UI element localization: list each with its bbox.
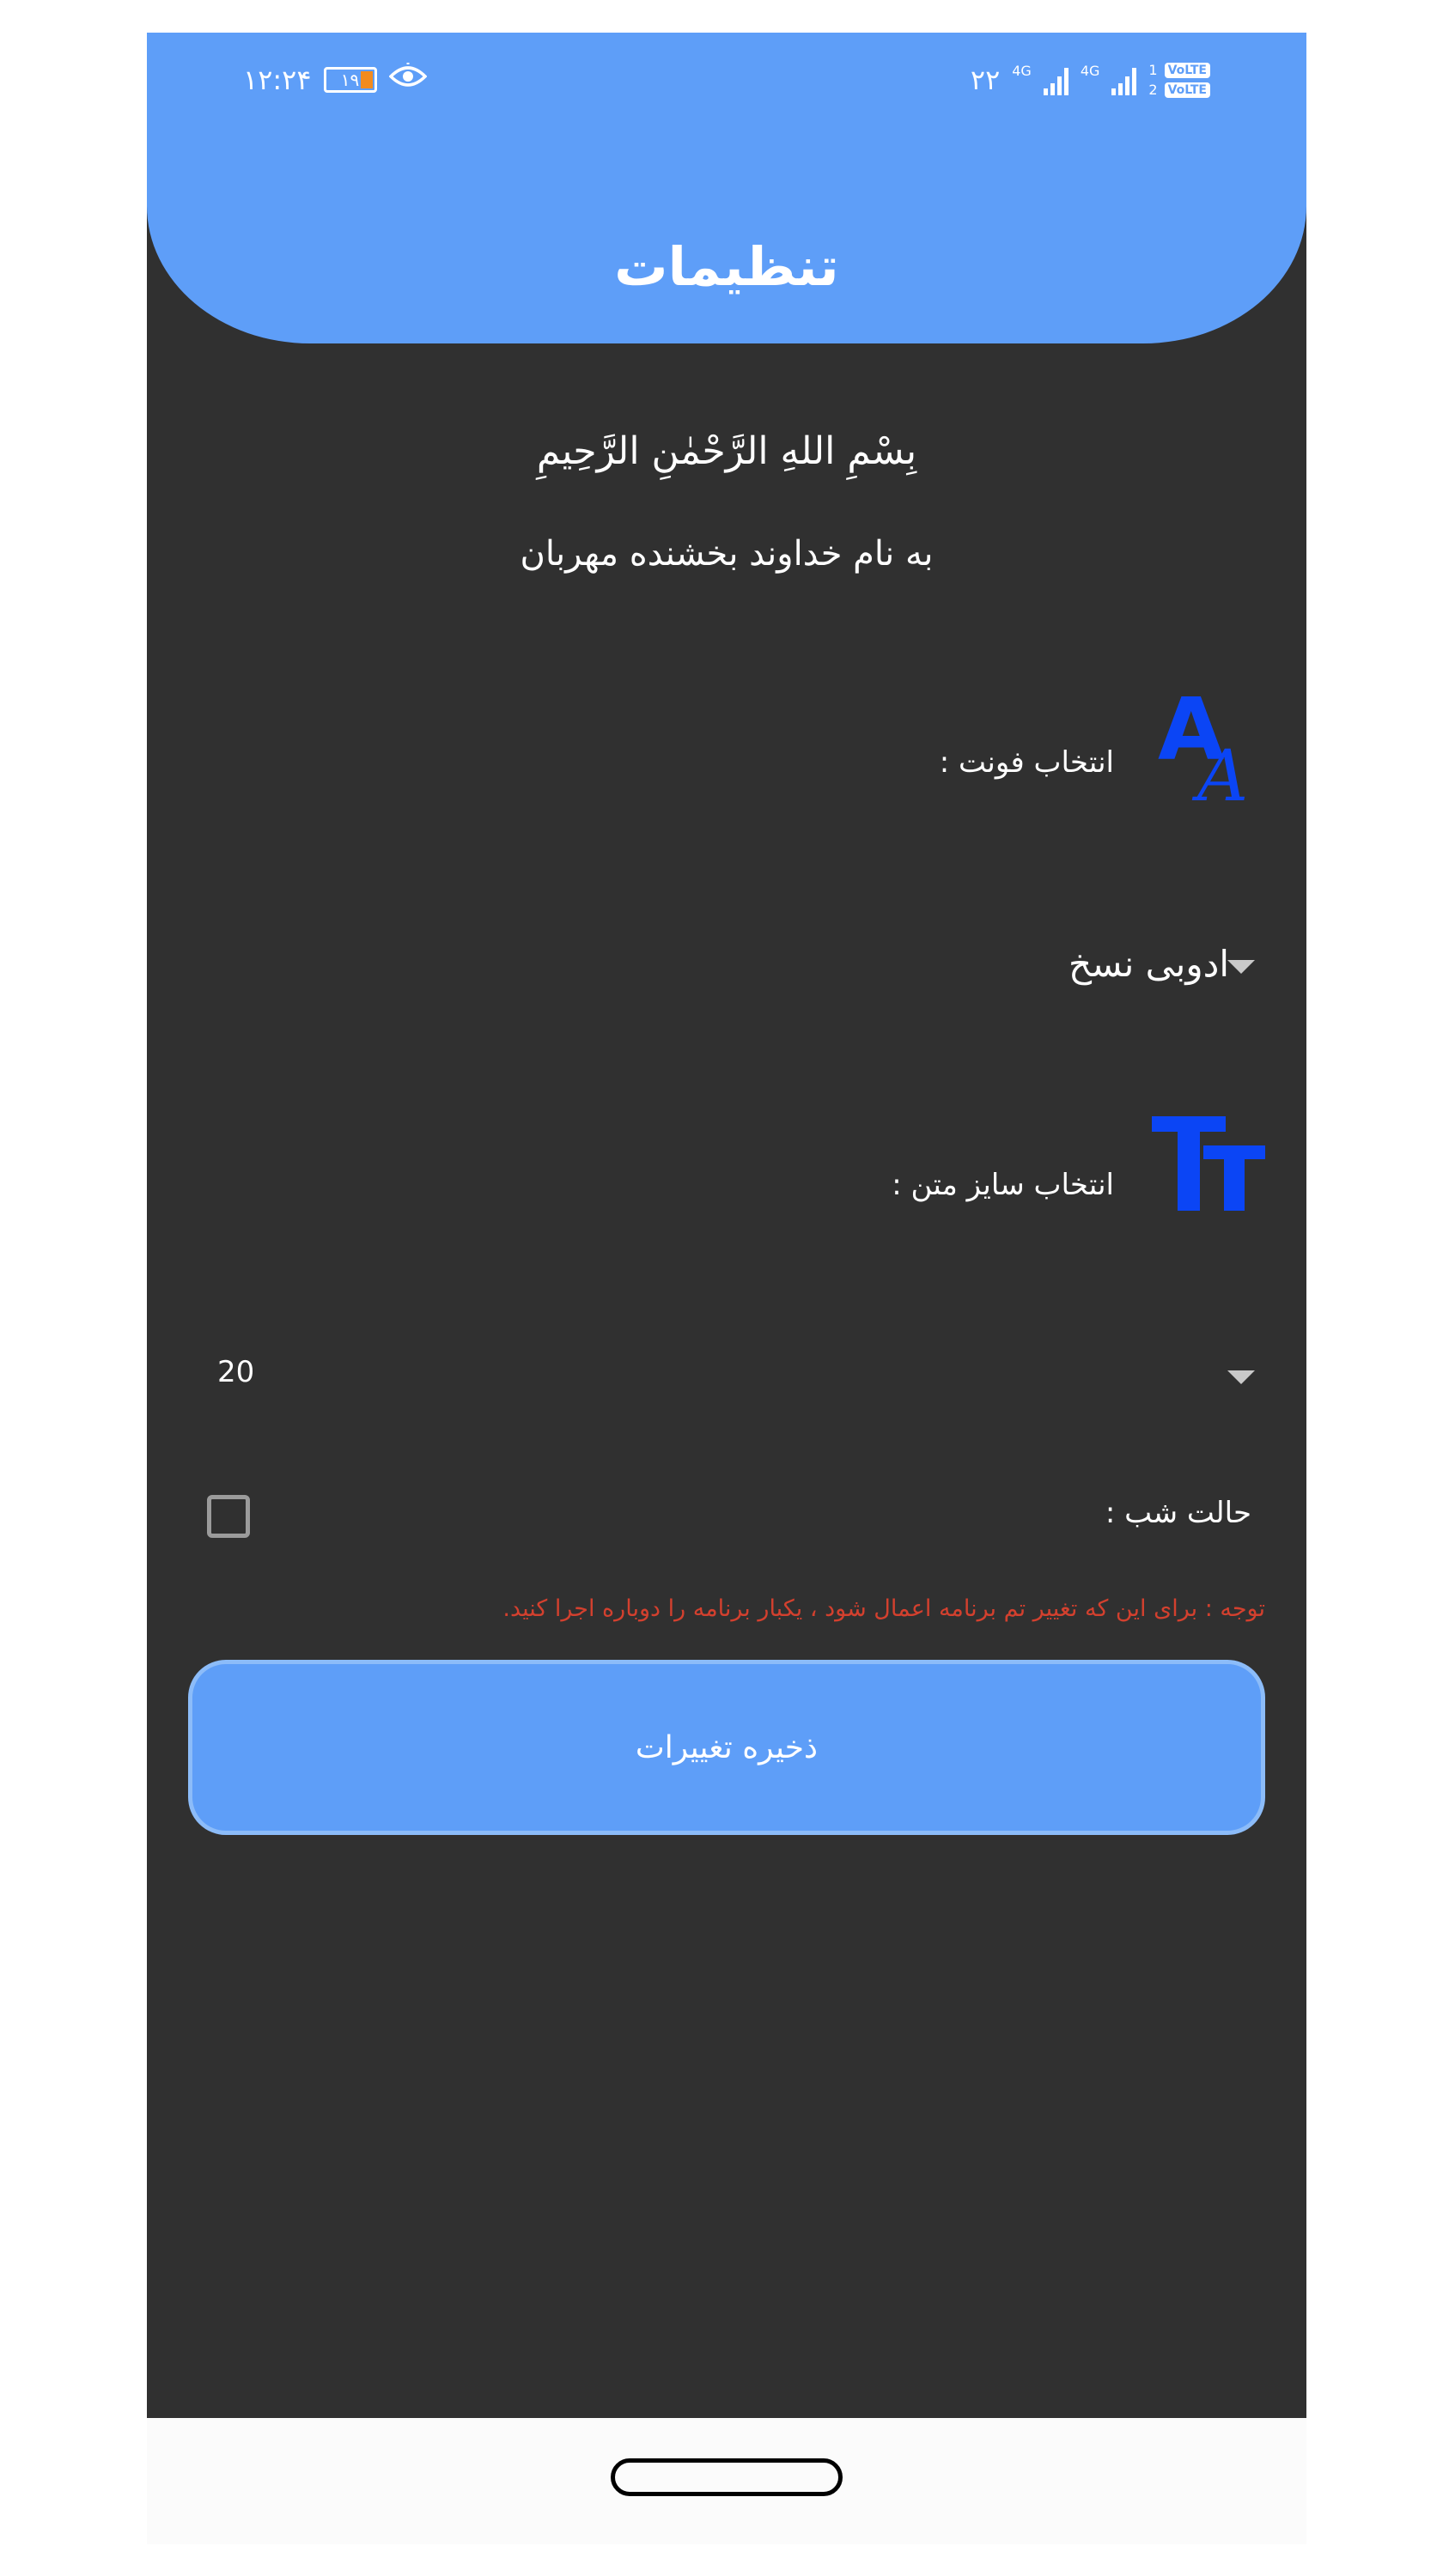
volte-indicators <box>1148 62 1210 98</box>
night-mode-checkbox[interactable] <box>207 1495 250 1538</box>
network-text: ۲۲ <box>970 64 1001 96</box>
status-bar-right <box>971 53 1210 106</box>
font-aa-icon <box>1158 692 1264 807</box>
save-changes-button[interactable] <box>188 1660 1265 1835</box>
font-dropdown[interactable] <box>654 943 1255 1003</box>
text-size-tt-icon <box>1152 1116 1265 1214</box>
status-bar-left <box>243 53 427 106</box>
signal-4g-label-1: 4G <box>1012 62 1032 79</box>
navigation-bar <box>147 2418 1306 2544</box>
battery-level: ۱۹ <box>340 70 360 90</box>
basmala-arabic: بِسْمِ اللهِ الرَّحْمٰنِ الرَّحِيمِ <box>536 429 917 473</box>
volte-badge-1: VoLTE <box>1165 63 1210 78</box>
volte-badge-2: VoLTE <box>1165 82 1210 98</box>
basmala-persian: به نام خداوند بخشنده مهربان <box>520 534 934 574</box>
status-time: ۱۲:۲۴ <box>243 64 312 96</box>
app-bar <box>147 33 1306 343</box>
save-button-label: ذخیره تغییرات <box>635 1729 819 1765</box>
svg-text:A: A <box>1158 692 1225 780</box>
font-dropdown-value: ادوبی نسخ <box>1068 943 1229 985</box>
home-gesture-handle[interactable] <box>611 2458 843 2496</box>
size-dropdown-value: 20 <box>217 1355 255 1389</box>
font-select-label: انتخاب فونت : <box>939 745 1114 780</box>
sim-1-label: 1 <box>1148 62 1158 78</box>
eye-icon <box>389 63 427 97</box>
battery-icon <box>324 67 377 93</box>
size-select-label: انتخاب سایز متن : <box>892 1168 1114 1202</box>
signal-bars-icon-2 <box>1111 64 1136 95</box>
chevron-down-icon <box>1227 1370 1255 1384</box>
svg-text:A: A <box>1197 736 1249 804</box>
size-dropdown[interactable] <box>198 1338 1255 1415</box>
signal-bars-icon <box>1044 64 1068 95</box>
signal-4g-label-2: 4G <box>1080 62 1100 79</box>
app-screen <box>147 33 1306 2544</box>
page-title: تنظیمات <box>614 235 839 298</box>
chevron-down-icon <box>1227 960 1255 974</box>
restart-notice: توجه : برای این که تغییر تم برنامه اعمال شود ، یکبار برنامه را دوباره اجرا کنید. <box>502 1595 1265 1622</box>
night-mode-label: حالت شب : <box>1105 1496 1251 1530</box>
sim-2-label: 2 <box>1148 82 1158 98</box>
